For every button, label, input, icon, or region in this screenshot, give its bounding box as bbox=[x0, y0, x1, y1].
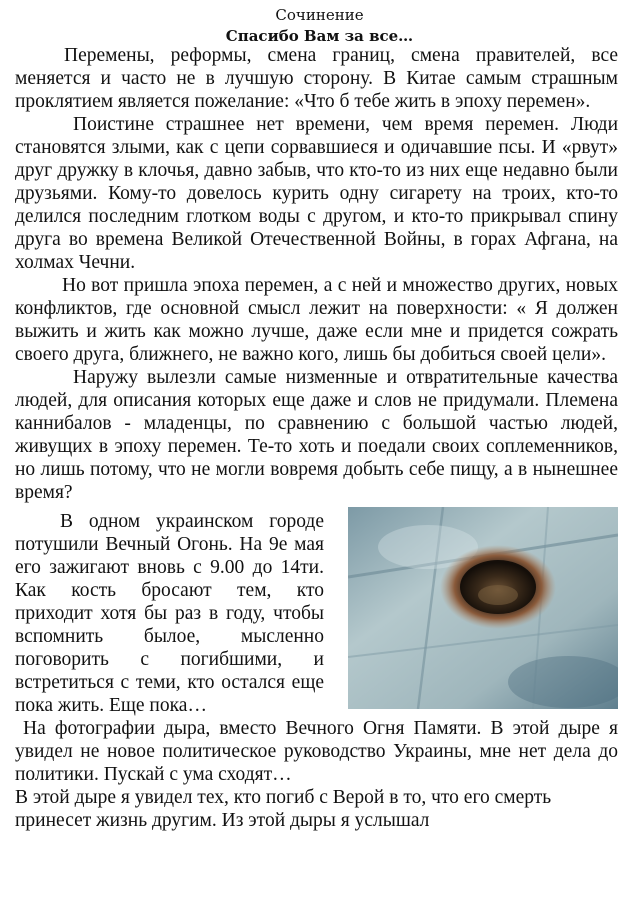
eternal-flame-hole-photo bbox=[348, 507, 618, 709]
paragraph-6: На фотографии дыра, вместо Вечного Огня Памяти. В этой дыре я увидел не новое политическое руководство Украины, мне нет дела до политики. Пускай с ума сходят… bbox=[15, 718, 618, 785]
paragraph-2: Поистине страшнее нет времени, чем время перемен. Люди становятся злыми, как с цепи сорвавшиеся и одичавшие псы. И «рвут» друг дружку в клочья, давно забыв, что кто-то из них еще недавно были друзьями. Кому-то довелось курить одну сигарету на троих, кто-то делился последним глотком воды с другом, и кто-то прикрывал спину друга во времена Великой Отечественной Войны, в горах Афгана, на холмах Чечни. bbox=[15, 114, 618, 273]
essay-body bbox=[15, 44, 618, 832]
essay-title: Спасибо Вам за все… bbox=[225, 27, 414, 45]
paragraph-1: Перемены, реформы, смена границ, смена правителей, все меняется и часто не в лучшую сторону. В Китае самым страшным проклятием является пожелание: «Что б тебе жить в эпоху перемен». bbox=[15, 45, 618, 112]
paragraph-3: Но вот пришла эпоха перемен, а с ней и множество других, новых конфликтов, где основной смысл лежит на поверхности: « Я должен выжить и жить как можно лучше, даже если мне и придется сожрать своего друга, ближнего, не важно кого, лишь бы добиться своей цели». bbox=[15, 275, 618, 365]
paragraph-4: Наружу вылезли самые низменные и отвратительные качества людей, для описания которых еще даже и слов не придумали. Племена каннибалов - младенцы, по сравнению с большой частью людей, живущих в эпоху перемен. Те-то хоть и поедали своих соплеменников, но лишь потому, что не могли вовремя добыть себе пищу, а в нынешнее время? bbox=[15, 367, 618, 503]
paragraph-5: В одном украинском городе потушили Вечный Огонь. На 9е мая его зажигают вновь с 9.00 до 14ти. Как кость бросают тем, кто приходит хотя бы раз в году, чтобы вспомнить былое, мысленно поговорить с погибшими, и встретиться с теми, кто остался еще пока жить. Еще пока… bbox=[15, 511, 324, 716]
essay-label: Сочинение bbox=[275, 6, 364, 24]
paragraph-7: В этой дыре я увидел тех, кто погиб с Верой в то, что его смерть принесет жизнь другим. Из этой дыры я услышал bbox=[15, 787, 552, 831]
